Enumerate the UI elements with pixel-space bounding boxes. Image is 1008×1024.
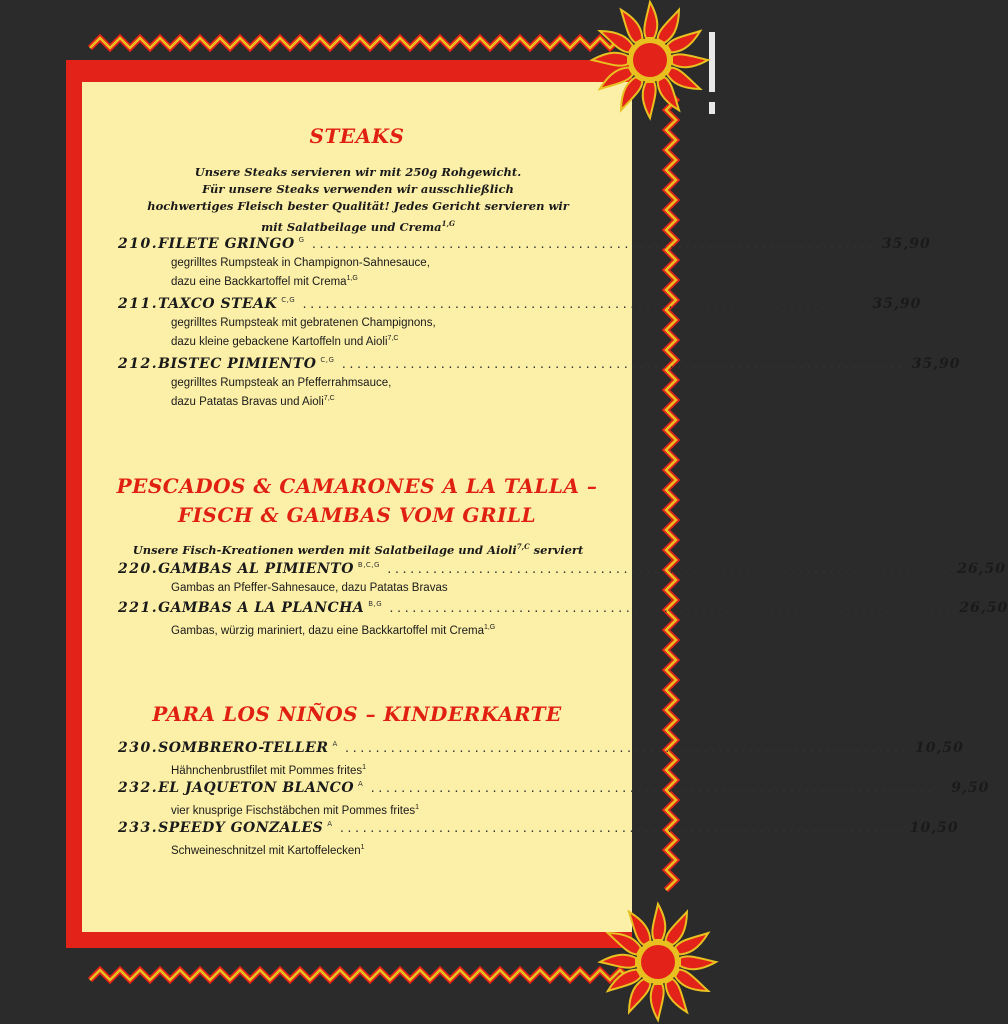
- sun-icon: [585, 0, 715, 120]
- menu-item: [118, 600, 1008, 639]
- item-number: 221.: [118, 600, 159, 616]
- item-description: gegrilltes Rumpsteak mit gebratenen Champignons, dazu kleine gebackene Kartoffeln und Aioli$^{7,C}$: [171, 317, 436, 348]
- allergen-code: B,C,G: [357, 561, 380, 570]
- item-name: EL JAQUETON BLANCO $^A$: [158, 780, 364, 796]
- item-price: 10,50: [915, 740, 964, 756]
- intro-line: Unsere Steaks servieren wir mit 250g Rohgewicht.: [194, 165, 522, 179]
- dot-leader: ..........................................................................: [388, 602, 953, 615]
- zigzag-border-top: [90, 32, 620, 54]
- section-title-pescados: PESCADOS & CAMARONES A LA TALLA – FISCH & GAMBAS VOM GRILL: [116, 474, 598, 527]
- item-description: Gambas an Pfeffer-Sahnesauce, dazu Patatas Bravas: [171, 582, 448, 594]
- item-number: 232.: [118, 780, 159, 796]
- item-number: 210.: [118, 236, 159, 252]
- menu-item: [118, 820, 959, 859]
- item-number: 233.: [118, 820, 159, 836]
- dot-leader: ..........................................................................: [301, 298, 866, 311]
- item-number: 230.: [118, 740, 159, 756]
- intro-line: Für unsere Steaks verwenden wir ausschließlich: [202, 182, 514, 196]
- steaks-intro: [100, 164, 616, 236]
- item-name: SOMBRERO-TELLER $^A$: [158, 740, 338, 756]
- menu-item: [118, 740, 964, 779]
- allergen-code: A: [358, 780, 364, 789]
- item-name: BISTEC PIMIENTO $^{C,G}$: [158, 356, 335, 372]
- section-title-steaks: STEAKS: [309, 124, 405, 148]
- menu-item: [118, 236, 931, 290]
- allergen-code: 7,C: [516, 542, 530, 551]
- item-price: 26,50: [957, 561, 1007, 577]
- item-number: 220.: [118, 561, 159, 577]
- allergen-code: A: [332, 740, 338, 749]
- allergen-code: C,G: [320, 356, 335, 365]
- item-name: FILETE GRINGO $^G$: [158, 236, 305, 252]
- item-number: 212.: [118, 356, 159, 372]
- dot-leader: ..........................................................................: [340, 358, 905, 371]
- item-price: 35,90: [881, 236, 931, 252]
- item-price: 26,50: [959, 600, 1008, 616]
- item-name: GAMBAS AL PIMIENTO $^{B,C,G}$: [158, 561, 380, 577]
- zigzag-border-bottom: [90, 964, 630, 986]
- intro-line: [100, 215, 616, 236]
- allergen-code: 1,G: [441, 219, 455, 228]
- item-description: Schweineschnitzel mit Kartoffelecken$^1$: [171, 844, 365, 857]
- item-number: 211.: [118, 296, 159, 312]
- allergen-code: B,G: [368, 600, 383, 609]
- dot-leader: ..........................................................................: [310, 238, 875, 251]
- item-price: 35,90: [872, 296, 922, 312]
- zigzag-border-right: [660, 90, 684, 890]
- dot-leader: ..........................................................................: [369, 782, 934, 795]
- dot-leader: ..........................................................................: [338, 822, 903, 835]
- item-price: 10,50: [909, 820, 959, 836]
- sun-icon: [596, 900, 720, 1024]
- item-description: gegrilltes Rumpsteak in Champignon-Sahnesauce, dazu eine Backkartoffel mit Crema$^{1,G}$: [171, 257, 430, 288]
- pescados-intro: Unsere Fisch-Kreationen werden mit Salatbeilage und Aioli$^{7,C}$ serviert: [132, 542, 584, 557]
- dot-leader: ..........................................................................: [385, 563, 951, 576]
- menu-item: [118, 356, 961, 410]
- menu-item: [118, 780, 990, 819]
- item-description: vier knusprige Fischstäbchen mit Pommes frites$^1$: [171, 804, 420, 817]
- item-description: Gambas, würzig mariniert, dazu eine Backkartoffel mit Crema$^{1,G}$: [171, 624, 496, 637]
- menu-item: [118, 296, 922, 350]
- allergen-code: A: [327, 820, 333, 829]
- dot-leader: ..........................................................................: [343, 742, 908, 755]
- intro-line-text: mit Salatbeilage und Crema: [261, 219, 442, 234]
- item-name: GAMBAS A LA PLANCHA $^{B,G}$: [158, 600, 383, 616]
- item-price: 35,90: [911, 356, 961, 372]
- item-name: TAXCO STEAK $^{C,G}$: [158, 296, 296, 312]
- allergen-code: C,G: [281, 296, 296, 305]
- menu-item: [118, 561, 1007, 596]
- item-description: gegrilltes Rumpsteak an Pfefferrahmsauce, dazu Patatas Bravas und Aioli$^{7,C}$: [171, 377, 392, 408]
- allergen-code: G: [298, 236, 305, 245]
- intro-line: hochwertiges Fleisch bester Qualität! Jedes Gericht servieren wir: [147, 199, 569, 213]
- section-title-ninos: PARA LOS NIÑOS – KINDERKARTE: [152, 702, 562, 726]
- item-price: 9,50: [951, 780, 990, 796]
- item-description: Hähnchenbrustfilet mit Pommes frites$^1$: [171, 764, 367, 777]
- item-name: SPEEDY GONZALES $^A$: [158, 820, 333, 836]
